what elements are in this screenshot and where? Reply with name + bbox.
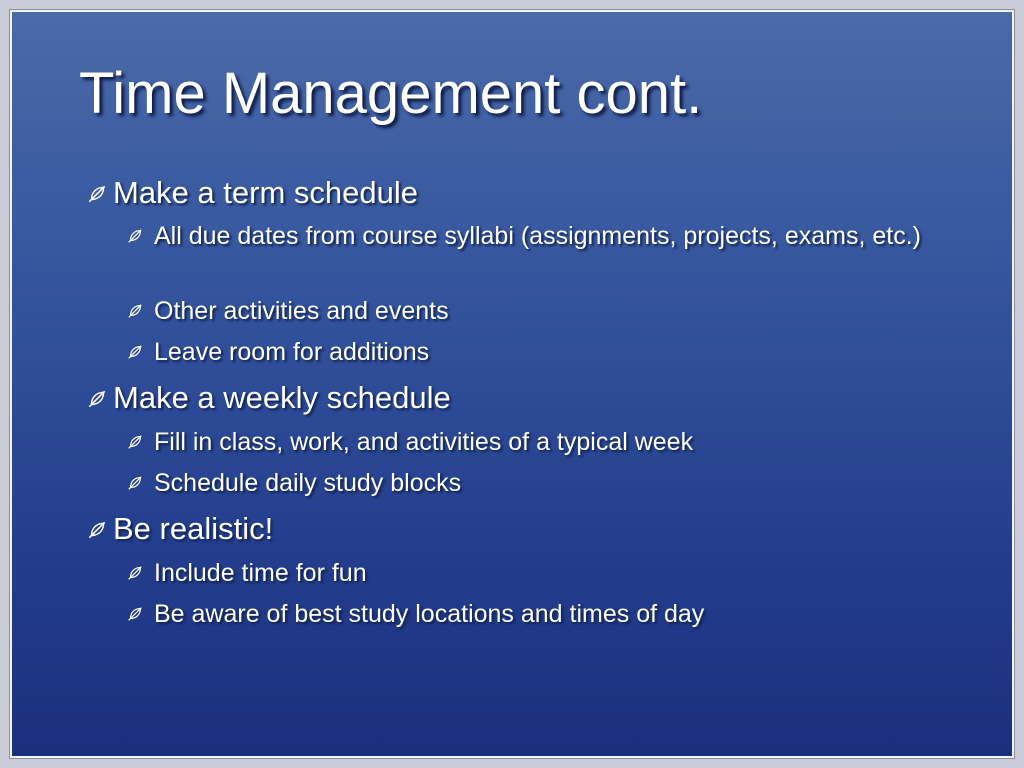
sub-bullet bbox=[126, 295, 976, 328]
leaf-bullet-icon bbox=[86, 519, 108, 541]
section-heading: Make a term schedule bbox=[113, 175, 418, 210]
bullet-term-schedule bbox=[86, 176, 418, 210]
leaf-bullet-icon bbox=[126, 302, 144, 320]
bullet-be-realistic bbox=[86, 512, 273, 546]
sub-bullet bbox=[126, 220, 976, 253]
section-heading: Make a weekly schedule bbox=[113, 380, 451, 415]
slide-content bbox=[12, 12, 1016, 760]
sub-bullet-text: All due dates from course syllabi (assignments, projects, exams, etc.) bbox=[154, 222, 921, 250]
sub-bullet-text: Other activities and events bbox=[154, 297, 449, 325]
leaf-bullet-icon bbox=[126, 605, 144, 623]
leaf-bullet-icon bbox=[126, 433, 144, 451]
sub-bullet-text: Leave room for additions bbox=[154, 338, 430, 366]
sub-bullet-text: Fill in class, work, and activities of a typical week bbox=[154, 428, 694, 456]
leaf-bullet-icon bbox=[86, 388, 108, 410]
slide-title: Time Management cont. bbox=[79, 61, 703, 126]
sub-bullet bbox=[126, 336, 976, 369]
sub-bullet-text: Be aware of best study locations and times of day bbox=[154, 600, 705, 628]
leaf-bullet-icon bbox=[126, 474, 144, 492]
leaf-bullet-icon bbox=[86, 183, 108, 205]
sub-bullet bbox=[126, 467, 976, 500]
sub-bullet bbox=[126, 598, 976, 631]
leaf-bullet-icon bbox=[126, 564, 144, 582]
sub-bullet bbox=[126, 557, 976, 590]
leaf-bullet-icon bbox=[126, 227, 144, 245]
bullet-weekly-schedule bbox=[86, 381, 451, 415]
sub-bullet-text: Schedule daily study blocks bbox=[154, 469, 462, 497]
sub-bullet-text: Include time for fun bbox=[154, 559, 367, 587]
section-heading: Be realistic! bbox=[113, 511, 274, 546]
slide-frame bbox=[10, 10, 1014, 758]
sub-bullet bbox=[126, 426, 976, 459]
leaf-bullet-icon bbox=[126, 343, 144, 361]
